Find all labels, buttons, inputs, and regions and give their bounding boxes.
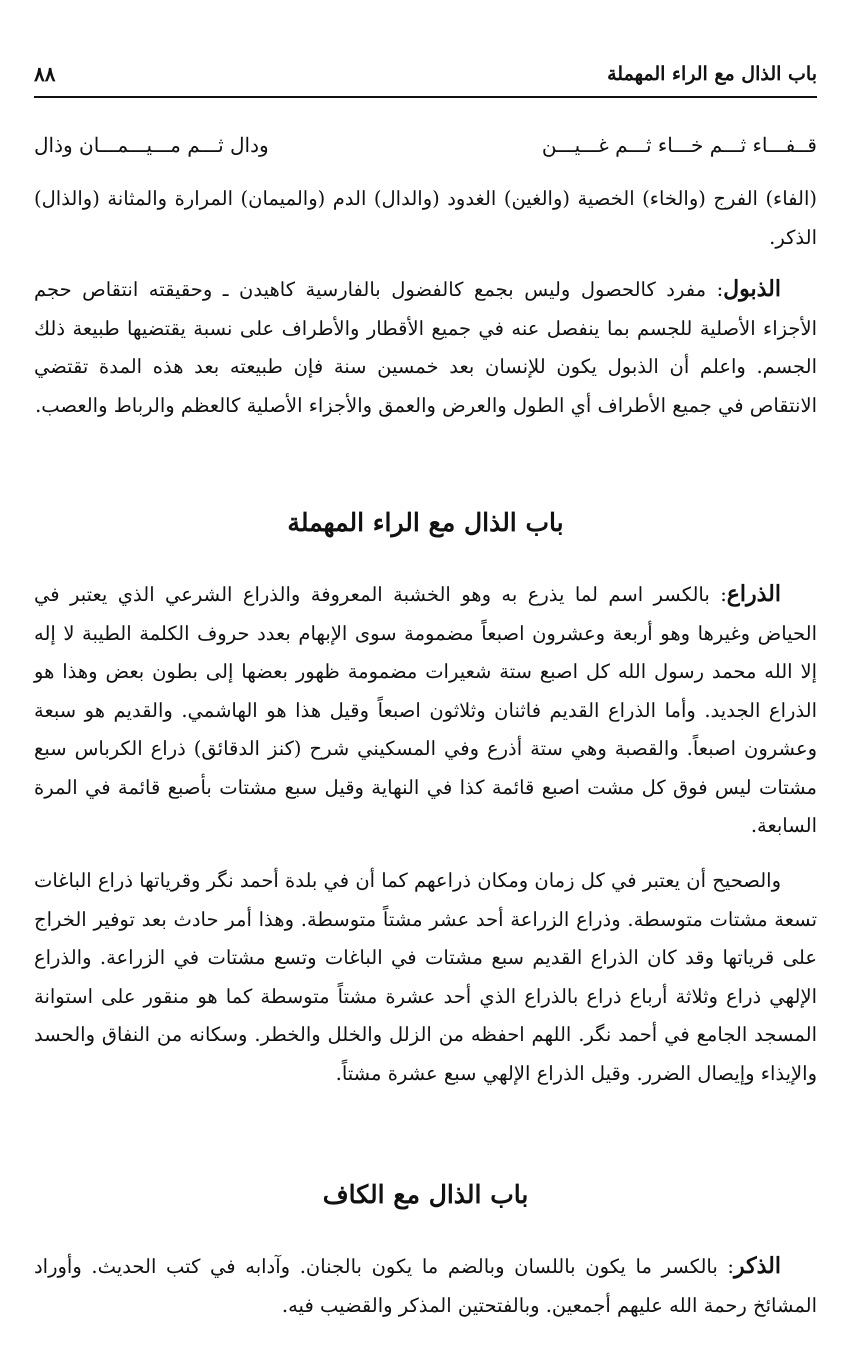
- entry-dhubul: [34, 270, 817, 425]
- entry-term: الذبول: [723, 276, 781, 302]
- section-heading-ra: باب الذال مع الراء المهملة: [287, 508, 564, 537]
- entry-term: الذراع: [726, 581, 781, 607]
- entry-definition: : بالكسر ما يكون باللسان وبالضم ما يكون بالجنان. وآدابه في كتب الحديث. وأوراد المشائخ رحمة الله عليهم أجمعين. وبالفتحتين المذكر والقضيب فيه.: [34, 1255, 817, 1317]
- entry-term: الذكر: [734, 1253, 781, 1279]
- paragraph-text: والصحيح أن يعتبر في كل زمان ومكان ذراعهم كما أن في بلدة أحمد نگر وقرياتها ذراع الباغات تسعة مشتات متوسطة. وذراع الزراعة أحد عشر مشتاً متوسطة. وهذا أمر حادث بعد توفير الخراج على قرياتها وقد كان الذراع القديم سبع مشتات في الباغات وتسع مشتات في الزراعة. والذراع الإلهي ذراع وثلاثة أرباع ذراع بالذراع الذي أحد عشرة مشتاً متوسطة كما هو منقور على استوانة المسجد الجامع في أحمد نگر. اللهم احفظه من الزلل والخلل والخطر. وسكانه من النفاق والحسد والإيذاء وإيصال الضرر. وقيل الذراع الإلهي سبع عشرة مشتاً.: [34, 869, 817, 1085]
- entry-dhira-paragraph: [34, 575, 817, 846]
- verse-second-hemistich: ودال ثـــم مـــيـــمـــان وذال: [34, 133, 269, 157]
- entry-dhira-continued: [34, 862, 817, 1093]
- page-number: ٨٨: [34, 62, 56, 86]
- entry-definition: : بالكسر اسم لما يذرع به وهو الخشبة المعروفة والذراع الشرعي الذي يعتبر في الحياض وغيرها وهو أربعة وعشرون اصبعاً مضمومة سوى الإبهام بعدد حروف الكلمة الطيبة لا إله إلا الله محمد رسول الله كل اصبع ستة شعيرات مضمومة ظهور بعضها إلى بطون بعض وهذا هو الذراع الجديد. وأما الذراع القديم فاثنان وثلاثون اصبعاً وقيل هذا هو الهاشمي. والقديم هو سبعة وعشرون اصبعاً. والقصبة وهي ستة أذرع وفي المسكيني شرح (كنز الدقائق) ذراع الكرباس سبع مشتات ليس فوق كل مشت اصبع قائمة كذا في النهاية وقيل سبع مشتات بأصبع قائمة في المرة السابعة.: [34, 583, 818, 837]
- verse-first-hemistich: قــفـــاء ثـــم خـــاء ثـــم غـــيـــن: [541, 133, 817, 157]
- entry-dhikr: [34, 1247, 817, 1325]
- running-header: [34, 58, 817, 98]
- poem-verse: [34, 125, 817, 165]
- verse-gloss-text: (الفاء) الفرج (والخاء) الخصية (والغين) الغدود (والدال) الدم (والميمان) المرارة والمثانة (والذال) الذكر.: [34, 187, 817, 249]
- entry-dhikr-paragraph: [34, 1247, 817, 1325]
- entry-dhubul-paragraph: [34, 270, 817, 425]
- paragraph: [34, 862, 817, 1093]
- section-heading-kaf: باب الذال مع الكاف: [322, 1180, 529, 1209]
- entry-definition: : مفرد كالحصول وليس بجمع كالفضول بالفارسية كاهيدن ـ وحقيقته انتقاص حجم الأجزاء الأصلية للجسم بما ينفصل عنه في جميع الأقطار والأطراف على نسبة يقتضيها طبيعة ذلك الجسم. واعلم أن الذبول يكون للإنسان بعد خمسين سنة فإن طبيعته بعد هذه المدة تقتضي الانتقاص في جميع الأطراف أي الطول والعرض والعمق والأجزاء الأصلية كالعظم والرباط والعصب.: [34, 278, 817, 417]
- entry-dhira: [34, 575, 817, 846]
- header-title: باب الذال مع الراء المهملة: [607, 63, 817, 85]
- verse-gloss: [34, 180, 817, 257]
